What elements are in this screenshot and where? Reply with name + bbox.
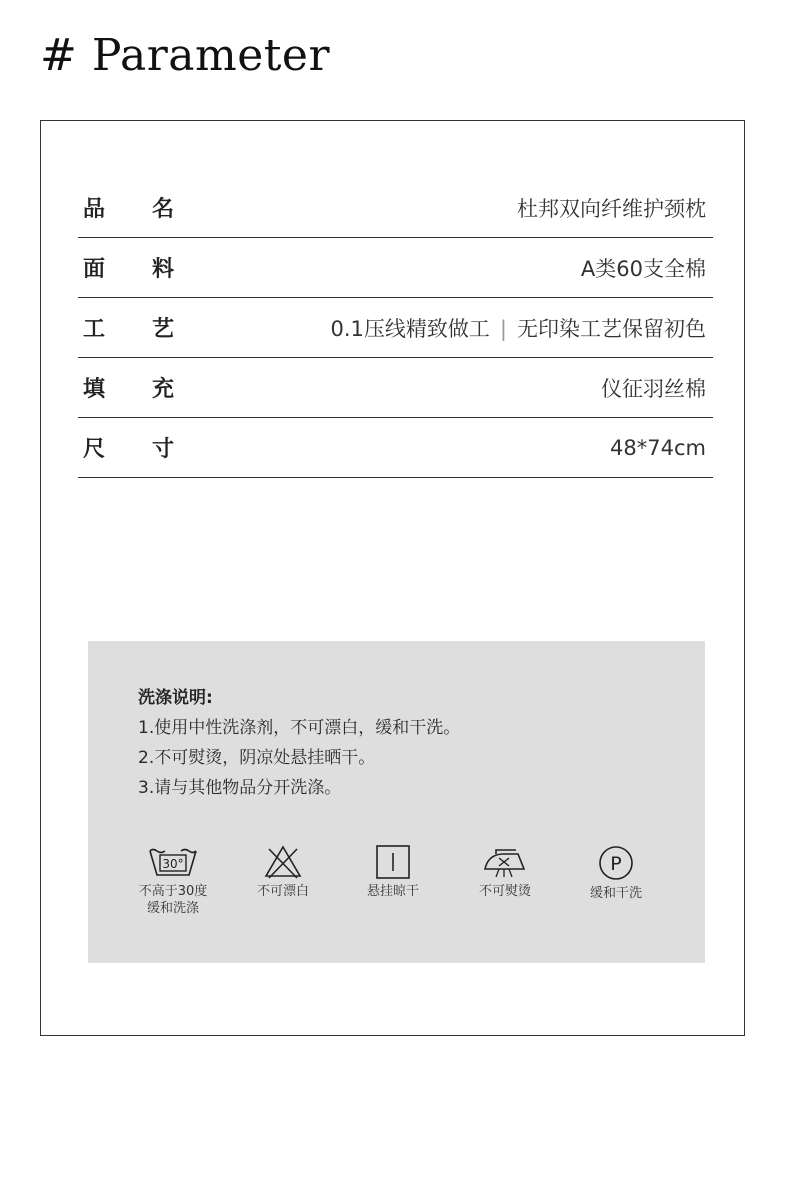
param-value: A类60支全棉 — [580, 256, 706, 281]
care-icon-item — [450, 845, 560, 900]
hang-dry-icon — [373, 845, 413, 879]
param-row-size — [78, 418, 713, 478]
care-icon-item — [228, 845, 338, 900]
param-row-filling — [78, 358, 713, 418]
wash-temp-text: 30° — [162, 857, 184, 871]
param-value: 杜邦双向纤维护颈枕 — [517, 196, 706, 221]
param-value: 48*74cm — [610, 435, 706, 460]
page-title: # Parameter — [40, 30, 330, 81]
wash-30-icon — [147, 845, 199, 879]
param-key-char-1: 品 — [83, 197, 106, 222]
param-key-char-1: 尺 — [83, 437, 106, 462]
param-value-part-a: 0.1压线精致做工 — [330, 316, 490, 341]
care-icon-label: 不可熨烫 — [478, 884, 531, 899]
care-icon-label: 缓和干洗 — [589, 886, 642, 901]
param-key-char-1: 填 — [83, 377, 106, 402]
no-iron-icon — [482, 845, 528, 879]
param-key-char-2: 艺 — [152, 317, 175, 342]
care-icon-label: 不高于30度 — [138, 884, 208, 899]
param-key-char-2: 料 — [152, 257, 175, 282]
care-line: 3.请与其他物品分开洗涤。 — [138, 778, 342, 798]
care-icon-item — [338, 845, 448, 900]
param-key-char-2: 名 — [152, 197, 175, 222]
care-title: 洗涤说明: — [138, 688, 213, 708]
dry-clean-p-icon — [596, 845, 636, 881]
dry-clean-letter: P — [610, 853, 622, 875]
parameter-frame — [40, 120, 745, 1036]
care-icon-label: 悬挂晾干 — [366, 884, 419, 899]
no-bleach-icon — [263, 845, 303, 879]
param-value: 仪征羽丝棉 — [601, 376, 706, 401]
param-key-char-2: 充 — [152, 377, 175, 402]
param-row-name — [78, 178, 713, 238]
param-key-char-1: 面 — [83, 257, 106, 282]
param-row-fabric — [78, 238, 713, 298]
param-value-separator: | — [499, 316, 507, 341]
care-line: 1.使用中性洗涤剂，不可漂白，缓和干洗。 — [138, 718, 461, 738]
care-instructions-panel — [88, 641, 705, 963]
care-icons — [88, 845, 705, 935]
care-icon-item — [118, 845, 228, 917]
param-value-part-b: 无印染工艺保留初色 — [517, 316, 706, 341]
care-icon-item — [561, 845, 671, 902]
care-line: 2.不可熨烫，阴凉处悬挂晒干。 — [138, 748, 376, 768]
parameter-table — [78, 178, 713, 478]
care-icon-label: 缓和洗涤 — [146, 901, 199, 916]
care-icon-label: 不可漂白 — [256, 884, 309, 899]
param-key-char-2: 寸 — [152, 437, 175, 462]
param-value — [331, 313, 706, 343]
param-key-char-1: 工 — [83, 317, 106, 342]
param-row-craft — [78, 298, 713, 358]
